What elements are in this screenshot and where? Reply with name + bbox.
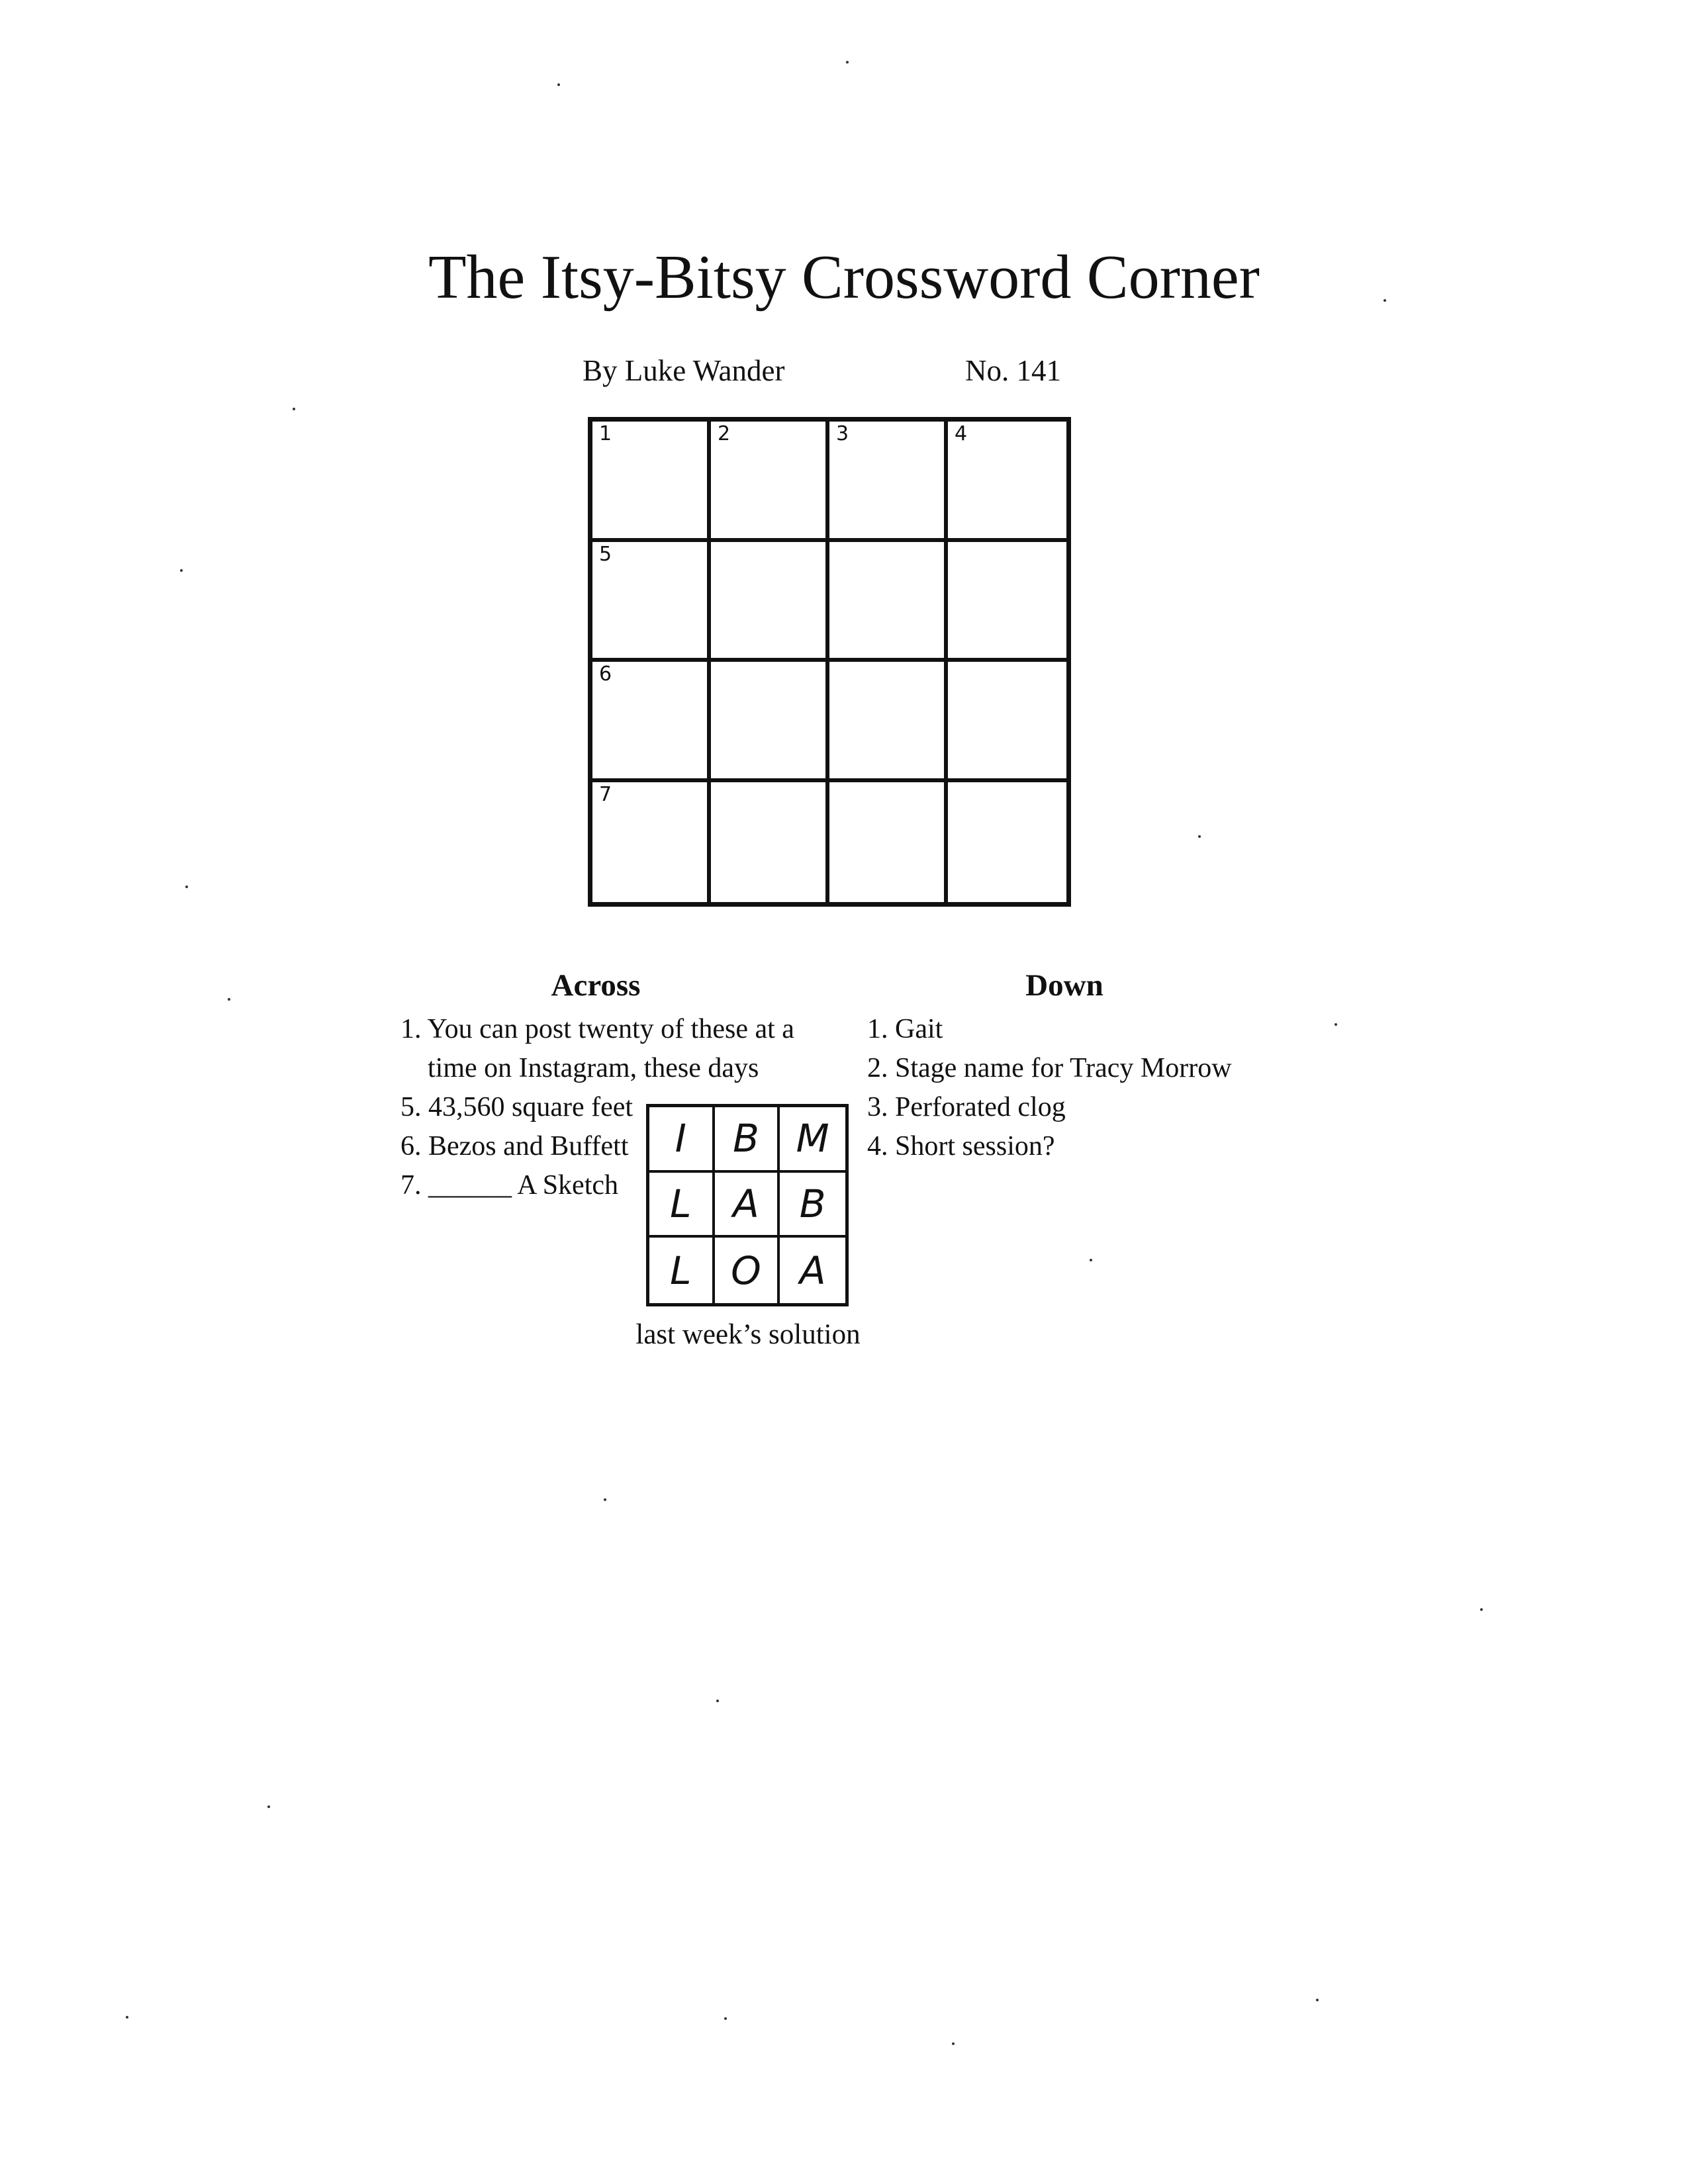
solution-cell: B <box>715 1107 780 1173</box>
speck <box>1480 1608 1483 1611</box>
down-clue-3: 3. Perforated clog <box>867 1092 1066 1122</box>
author-byline: By Luke Wander <box>583 354 785 387</box>
speck <box>846 61 849 64</box>
speck <box>952 2042 955 2045</box>
grid-cell[interactable] <box>829 422 948 542</box>
solution-cell: B <box>780 1173 845 1238</box>
solution-cell: A <box>799 1248 826 1293</box>
grid-cell[interactable] <box>711 662 829 782</box>
down-clue-1: 1. Gait <box>867 1014 943 1044</box>
clue-number: 5 <box>599 542 612 566</box>
grid-cell[interactable] <box>711 782 829 903</box>
crossword-grid <box>588 417 1071 907</box>
speck <box>1198 835 1201 838</box>
across-clue-1-continued: time on Instagram, these days <box>428 1053 759 1083</box>
down-heading: Down <box>1025 968 1103 1003</box>
speck <box>1090 1259 1092 1261</box>
across-clue-5: 5. 43,560 square feet <box>400 1092 633 1122</box>
grid-cell[interactable] <box>829 782 948 903</box>
page-title: The Itsy-Bitsy Crossword Corner <box>428 243 1260 312</box>
grid-cell[interactable] <box>948 782 1066 903</box>
clue-number: 6 <box>599 662 612 686</box>
speck <box>1335 1023 1337 1026</box>
speck <box>267 1805 270 1808</box>
across-clue-6: 6. Bezos and Buffett <box>400 1131 629 1161</box>
clue-number: 7 <box>599 782 612 806</box>
speck <box>604 1498 606 1501</box>
across-clue-7: 7. ______ A Sketch <box>400 1170 619 1201</box>
speck <box>716 1700 719 1702</box>
clue-number: 3 <box>836 422 849 445</box>
grid-cell[interactable] <box>829 542 948 662</box>
clue-number: 1 <box>599 422 612 445</box>
speck <box>185 886 188 888</box>
grid-cell[interactable] <box>592 782 711 903</box>
grid-cell[interactable] <box>948 662 1066 782</box>
down-clue-4: 4. Short session? <box>867 1131 1055 1161</box>
issue-number: No. 141 <box>965 354 1061 387</box>
solution-cell: L <box>649 1173 715 1238</box>
solution-caption: last week’s solution <box>635 1319 861 1350</box>
clue-number: 4 <box>955 422 968 445</box>
speck <box>1316 1999 1319 2001</box>
grid-cell[interactable] <box>592 662 711 782</box>
solution-grid <box>646 1104 849 1306</box>
speck <box>293 408 295 410</box>
clue-number: 2 <box>718 422 731 445</box>
grid-cell[interactable] <box>711 422 829 542</box>
solution-cell: L <box>649 1238 715 1303</box>
speck <box>1383 299 1386 302</box>
grid-cell[interactable] <box>948 542 1066 662</box>
grid-cell[interactable] <box>592 422 711 542</box>
across-heading: Across <box>551 968 641 1003</box>
down-clue-2: 2. Stage name for Tracy Morrow <box>867 1053 1232 1083</box>
solution-cell: M <box>780 1107 845 1173</box>
solution-cell: O <box>715 1238 780 1303</box>
grid-cell[interactable] <box>948 422 1066 542</box>
speck <box>557 83 560 86</box>
solution-cell: I <box>649 1107 715 1173</box>
speck <box>724 2017 727 2020</box>
speck <box>228 998 230 1001</box>
solution-cell: A <box>715 1173 780 1238</box>
across-clue-1: 1. You can post twenty of these at a <box>400 1014 794 1044</box>
grid-cell[interactable] <box>711 542 829 662</box>
grid-cell[interactable] <box>829 662 948 782</box>
speck <box>180 569 183 572</box>
grid-cell[interactable] <box>592 542 711 662</box>
speck <box>126 2016 128 2019</box>
